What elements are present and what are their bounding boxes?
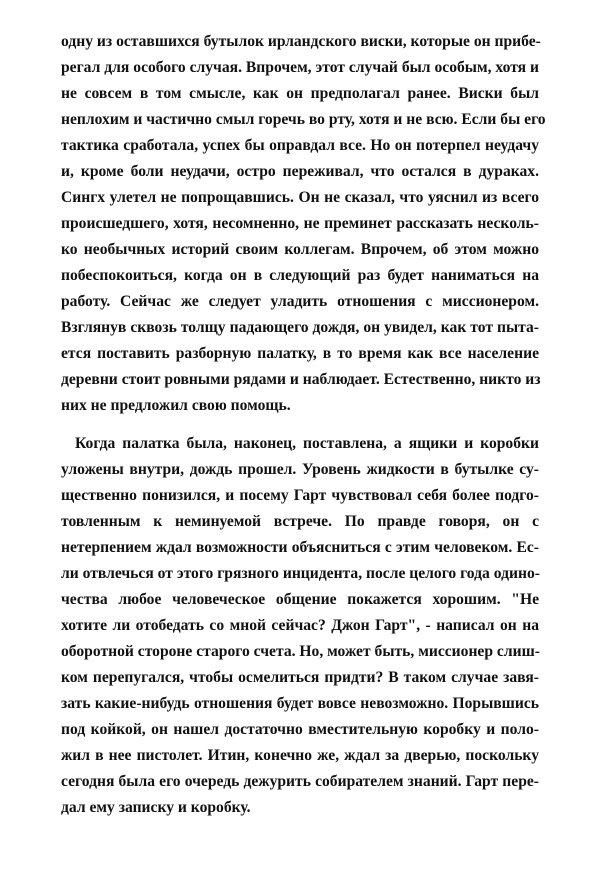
text-line: деревни стоит ровными рядами и наблюдает. Естественно, никто из xyxy=(61,371,541,388)
text-line: уложены внутри, дождь прошел. Уровень жидкости в бутылке су- xyxy=(61,461,539,478)
text-line: побеспокоиться, когда он в следующий раз будет наниматься на xyxy=(61,267,539,284)
text-line: хотите ли отобедать со мной сейчас? Джон Гарт", - написал он на xyxy=(61,617,539,634)
text-line: чества любое человеческое общение покажется хорошим. "Не xyxy=(61,591,539,608)
text-line: одну из оставшихся бутылок ирландского виски, которые он прибе- xyxy=(61,33,541,50)
text-line: неплохим и частично смыл горечь во рту, хотя и не всю. Если бы его xyxy=(61,111,546,128)
text-line: и, кроме боли неудачи, остро переживал, что остался в дураках. xyxy=(61,163,539,180)
text-line: Сингх улетел не попрощавшись. Он не сказал, что уяснил из всего xyxy=(61,189,539,206)
text-line: ком перепугался, чтобы осмелиться придти? В таком случае завя- xyxy=(61,669,539,686)
text-line: Взглянув сквозь толщу падающего дождя, он увидел, как тот пыта- xyxy=(61,319,539,336)
text-line: происшедшего, хотя, несомненно, не преминет рассказать несколь- xyxy=(61,215,539,232)
text-line: не совсем в том смысле, как он предполагал ранее. Виски был xyxy=(61,85,539,102)
text-line: дал ему записку и коробку. xyxy=(61,799,251,816)
text-line: оборотной стороне старого счета. Но, может быть, миссионер слиш- xyxy=(61,643,540,660)
text-line: Когда палатка была, наконец, поставлена, а ящики и коробки xyxy=(75,435,539,452)
text-line: ко необычных историй своим коллегам. Впрочем, об этом можно xyxy=(61,241,539,258)
text-line: регал для особого случая. Впрочем, этот случай был особым, хотя и xyxy=(61,59,539,76)
text-line: них не предложил свою помощь. xyxy=(61,397,291,414)
text-line: щественно понизился, и посему Гарт чувствовал себя более подго- xyxy=(61,487,539,504)
text-line: сегодня была его очередь дежурить собирателем знаний. Гарт пере- xyxy=(61,773,539,790)
text-line: нетерпением ждал возможности объясниться с этим человеком. Ес- xyxy=(61,539,539,556)
text-line: под койкой, он нашел достаточно вместительную коробку и поло- xyxy=(61,721,539,738)
text-line: тактика сработала, успех бы оправдал все. Но он потерпел неудачу xyxy=(61,137,539,154)
text-line: ется поставить разборную палатку, в то время как все население xyxy=(61,345,539,362)
text-line: работу. Сейчас же следует уладить отношения с миссионером. xyxy=(61,293,539,310)
text-line: ли отвлечься от этого грязного инцидента, после целого года одино- xyxy=(61,565,540,582)
text-line: жил в нее пистолет. Итин, конечно же, ждал за дверью, поскольку xyxy=(61,747,539,764)
text-line: зать какие-нибудь отношения будет вовсе невозможно. Порывшись xyxy=(61,695,539,712)
text-line: товленным к неминуемой встрече. По правде говоря, он с xyxy=(61,513,539,530)
